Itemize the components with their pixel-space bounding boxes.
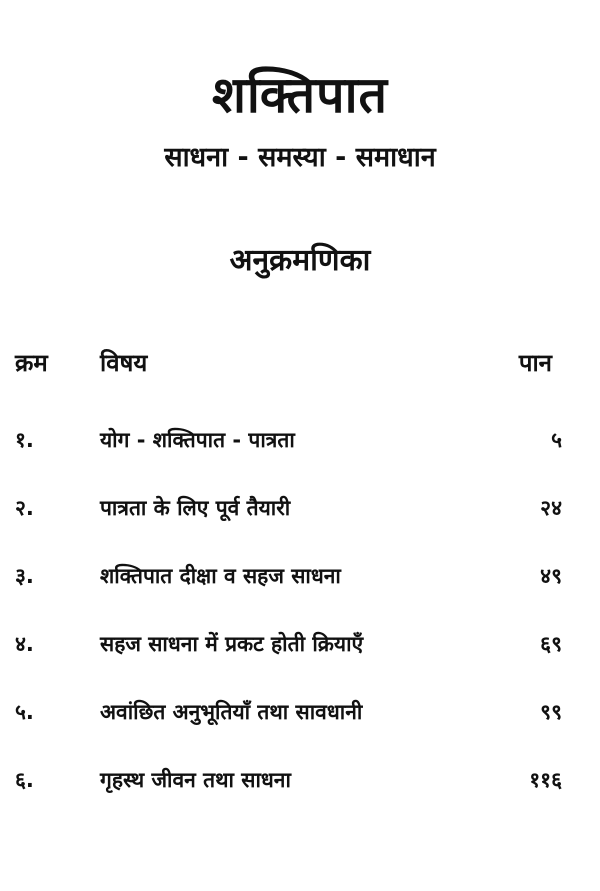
toc-entry [0, 692, 600, 760]
toc-entry-topic: पात्रता के लिए पूर्व तैयारी [100, 496, 291, 520]
page-subtitle: साधना - समस्या - समाधान [164, 142, 436, 173]
toc-entry-topic: सहज साधना में प्रकट होती क्रियाएँ [100, 632, 364, 656]
toc-list [0, 420, 600, 828]
toc-entry-page: ९९ [540, 700, 562, 724]
toc-entry-page: ६९ [540, 632, 562, 656]
toc-heading: अनुक्रमणिका [229, 243, 371, 278]
toc-column-headers [0, 343, 600, 383]
toc-entry-topic: योग - शक्तिपात - पात्रता [100, 428, 295, 452]
toc-entry-number: १. [15, 428, 34, 452]
page-title: शक्तिपात [211, 66, 389, 124]
toc-entry-page: २४ [540, 496, 562, 520]
toc-entry-page: ११६ [529, 768, 562, 792]
toc-entry-page: ५ [551, 428, 562, 452]
toc-entry-topic: गृहस्थ जीवन तथा साधना [100, 768, 291, 792]
toc-entry-number: ६. [15, 768, 34, 792]
toc-entry [0, 760, 600, 828]
toc-entry-topic: शक्तिपात दीक्षा व सहज साधना [100, 564, 341, 588]
toc-entry-topic: अवांछित अनुभूतियाँ तथा सावधानी [100, 700, 363, 724]
column-header-page: पान [518, 349, 552, 377]
toc-entry-number: ४. [15, 632, 34, 656]
column-header-number: क्रम [15, 349, 48, 377]
toc-entry-number: ३. [15, 564, 34, 588]
toc-entry-page: ४९ [540, 564, 562, 588]
toc-entry [0, 624, 600, 692]
toc-entry-number: ५. [15, 700, 34, 724]
toc-entry-number: २. [15, 496, 34, 520]
toc-entry [0, 556, 600, 624]
toc-entry [0, 420, 600, 488]
column-header-topic: विषय [100, 349, 148, 377]
toc-entry [0, 488, 600, 556]
